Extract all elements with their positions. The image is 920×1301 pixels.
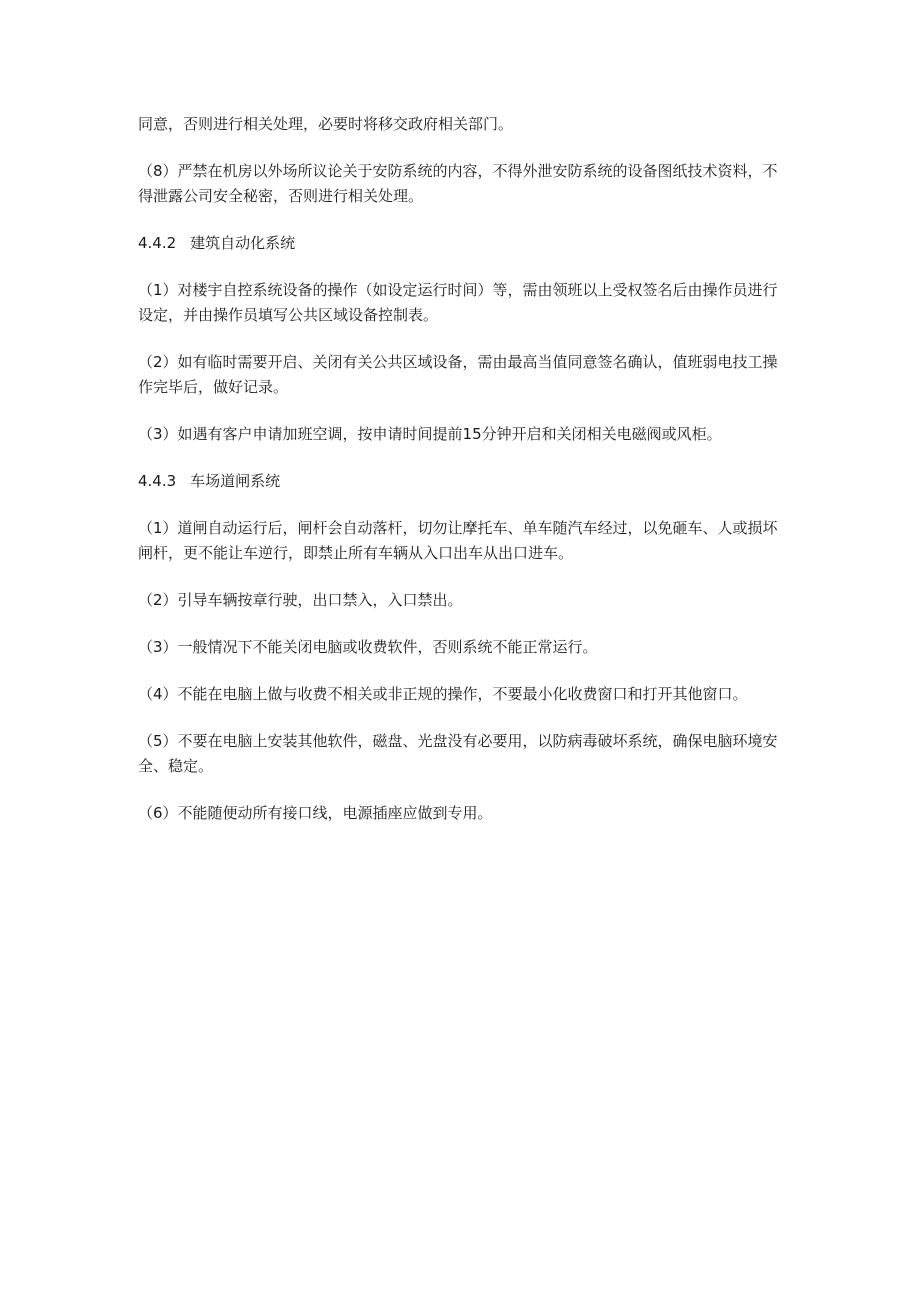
paragraph-item-5: （5）不要在电脑上安装其他软件，磁盘、光盘没有必要用，以防病毒破坏系统，确保电脑环境安全、稳定。 [138,732,778,775]
section-heading-4-4-3 [138,469,788,494]
section-title: 建筑自动化系统 [190,234,296,252]
section-title: 车场道闸系统 [190,472,281,490]
paragraph-item-3: （3）一般情况下不能关闭电脑或收费软件，否则系统不能正常运行。 [138,638,598,656]
paragraph-item-6: （6）不能随便动所有接口线，电源插座应做到专用。 [138,804,493,822]
paragraph-item-3: （3）如遇有客户申请加班空调，按申请时间提前15分钟开启和关闭相关电磁阀或风柜。 [138,425,722,443]
section-number: 4.4.3 [138,472,177,490]
paragraph-item-1: （1）对楼宇自控系统设备的操作（如设定运行时间）等，需由领班以上受权签名后由操作员进行设定，并由操作员填写公共区域设备控制表。 [138,281,778,324]
paragraph-continuation: 同意，否则进行相关处理，必要时将移交政府相关部门。 [138,115,514,133]
section-number: 4.4.2 [138,234,177,252]
section-heading-4-4-2 [138,231,788,256]
paragraph-item-8: （8）严禁在机房以外场所议论关于安防系统的内容，不得外泄安防系统的设备图纸技术资料，不得泄露公司安全秘密，否则进行相关处理。 [138,162,778,205]
document-body [138,112,788,848]
paragraph-item-1: （1）道闸自动运行后，闸杆会自动落杆，切勿让摩托车、单车随汽车经过，以免砸车、人或损坏闸杆，更不能让车逆行，即禁止所有车辆从入口出车从出口进车。 [138,519,778,562]
paragraph-item-2: （2）如有临时需要开启、关闭有关公共区域设备，需由最高当值同意签名确认，值班弱电技工操作完毕后，做好记录。 [138,353,778,396]
paragraph-item-4: （4）不能在电脑上做与收费不相关或非正规的操作，不要最小化收费窗口和打开其他窗口。 [138,685,748,703]
paragraph-item-2: （2）引导车辆按章行驶，出口禁入，入口禁出。 [138,591,463,609]
